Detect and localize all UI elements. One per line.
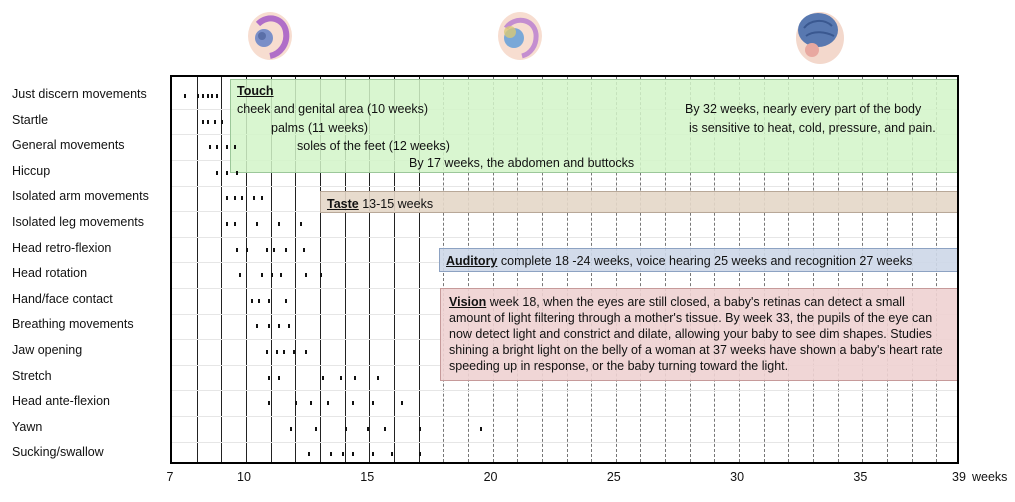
onset-mark	[207, 94, 209, 98]
onset-mark	[202, 94, 204, 98]
row-divider	[172, 416, 957, 417]
row-label: Isolated arm movements	[12, 189, 149, 204]
onset-mark	[234, 196, 236, 200]
onset-mark	[352, 452, 354, 456]
onset-mark	[268, 376, 270, 380]
row-label: Isolated leg movements	[12, 215, 145, 229]
touch-line-4: By 17 weeks, the abdomen and buttocks	[409, 156, 635, 170]
onset-mark	[216, 171, 218, 175]
touch-title: Touch	[237, 84, 274, 98]
onset-mark	[372, 401, 374, 405]
touch-box	[230, 79, 959, 173]
onset-mark	[310, 401, 312, 405]
onset-mark	[290, 427, 292, 431]
onset-mark	[241, 196, 243, 200]
x-axis-unit: weeks	[972, 470, 1008, 484]
baby-brain-illustration-icon	[790, 6, 850, 66]
onset-mark	[266, 248, 268, 252]
onset-mark	[278, 222, 280, 226]
onset-mark	[391, 452, 393, 456]
onset-mark	[226, 171, 228, 175]
onset-mark	[236, 248, 238, 252]
onset-mark	[246, 248, 248, 252]
onset-mark	[401, 401, 403, 405]
x-tick-label: 15	[360, 470, 375, 484]
onset-mark	[271, 273, 273, 277]
auditory-box	[439, 248, 959, 272]
x-tick-label: 10	[237, 470, 251, 484]
x-tick-label: 39	[952, 470, 966, 484]
onset-mark	[305, 350, 307, 354]
onset-mark	[226, 196, 228, 200]
onset-mark	[253, 196, 255, 200]
x-tick-label: 35	[853, 470, 868, 484]
onset-mark	[372, 452, 374, 456]
onset-mark	[293, 350, 295, 354]
onset-mark	[216, 94, 218, 98]
touch-line-1: cheek and genital area (10 weeks)	[237, 102, 429, 116]
onset-mark	[226, 145, 228, 149]
row-divider	[172, 237, 957, 238]
row-divider	[172, 390, 957, 391]
onset-mark	[315, 427, 317, 431]
onset-mark	[261, 196, 263, 200]
onset-mark	[211, 94, 213, 98]
onset-mark	[384, 427, 386, 431]
row-label: Hiccup	[12, 163, 51, 178]
touch-line-3: soles of the feet (12 weeks)	[297, 139, 450, 153]
onset-mark	[419, 452, 421, 456]
taste-text: 13-15 weeks	[358, 197, 434, 211]
onset-mark	[342, 452, 344, 456]
row-label: Yawn	[12, 419, 43, 434]
row-label: General movements	[12, 138, 125, 153]
onset-mark	[216, 145, 218, 149]
auditory-title: Auditory	[446, 254, 498, 268]
onset-mark	[236, 171, 238, 175]
onset-mark	[305, 273, 307, 277]
row-label: Stretch	[12, 368, 52, 383]
onset-mark	[226, 222, 228, 226]
onset-mark	[276, 350, 278, 354]
fetus-illustration-icon	[490, 6, 550, 66]
onset-mark	[330, 452, 332, 456]
taste-title: Taste	[327, 197, 359, 211]
x-tick-label: 7	[166, 470, 174, 484]
vision-box	[440, 288, 959, 381]
onset-mark	[256, 222, 258, 226]
onset-mark	[184, 94, 186, 98]
onset-mark	[234, 222, 236, 226]
onset-mark	[239, 273, 241, 277]
onset-mark	[273, 248, 275, 252]
row-label: Startle	[12, 112, 49, 127]
onset-mark	[303, 248, 305, 252]
onset-mark	[278, 376, 280, 380]
onset-mark	[221, 120, 223, 124]
onset-mark	[345, 427, 347, 431]
vision-title: Vision	[449, 295, 487, 309]
onset-mark	[285, 248, 287, 252]
row-label: Just discern movements	[12, 87, 147, 101]
touch-line-2: palms (11 weeks)	[271, 121, 369, 135]
onset-mark	[202, 120, 204, 124]
touch-right-line-1: By 32 weeks, nearly every part of the body	[685, 102, 922, 116]
onset-mark	[268, 401, 270, 405]
development-timeline-grid	[170, 75, 959, 464]
onset-mark	[214, 120, 216, 124]
onset-mark	[285, 299, 287, 303]
onset-mark	[268, 324, 270, 328]
row-label: Breathing movements	[12, 317, 134, 332]
onset-mark	[320, 273, 322, 277]
x-tick-label: 25	[606, 470, 621, 484]
touch-right-line-2: is sensitive to heat, cold, pressure, and pain.	[689, 121, 936, 135]
row-divider	[172, 186, 957, 187]
onset-mark	[258, 299, 260, 303]
x-axis	[0, 470, 1015, 490]
onset-mark	[367, 427, 369, 431]
onset-mark	[354, 376, 356, 380]
onset-mark	[352, 401, 354, 405]
row-divider	[172, 442, 957, 443]
taste-box	[320, 191, 959, 213]
x-tick-label: 20	[483, 470, 498, 484]
onset-mark	[278, 324, 280, 328]
auditory-text: complete 18 -24 weeks, voice hearing 25 weeks and recognition 27 weeks	[497, 254, 913, 268]
onset-mark	[295, 401, 297, 405]
onset-mark	[283, 350, 285, 354]
onset-mark	[197, 94, 199, 98]
vision-text: week 18, when the eyes are still closed, a baby's retinas can detect a small amount of light filtering through a mother's tissue. By week 33, the pupils of the eye can now detect light and constrict and dilate, allowing your baby to see dim shapes. Studies shining a bright light on the belly of a woman at 37 weeks have shown a baby's heart rate speeding up in response, or the baby turning toward the light.	[449, 295, 943, 373]
onset-mark	[280, 273, 282, 277]
onset-mark	[340, 376, 342, 380]
onset-mark	[480, 427, 482, 431]
embryo-illustration-icon	[240, 6, 300, 66]
onset-mark	[256, 324, 258, 328]
onset-mark	[377, 376, 379, 380]
onset-mark	[419, 427, 421, 431]
row-label: Head ante-flexion	[12, 394, 110, 409]
onset-mark	[327, 401, 329, 405]
row-label: Sucking/swallow	[12, 445, 104, 460]
row-label: Head rotation	[12, 266, 88, 281]
onset-mark	[261, 273, 263, 277]
onset-mark	[209, 145, 211, 149]
onset-mark	[308, 452, 310, 456]
x-tick-label: 30	[730, 470, 745, 484]
onset-mark	[234, 145, 236, 149]
onset-mark	[251, 299, 253, 303]
onset-mark	[268, 299, 270, 303]
row-labels	[0, 0, 168, 502]
onset-mark	[322, 376, 324, 380]
row-label: Head retro-flexion	[12, 240, 112, 255]
row-label: Jaw opening	[12, 343, 83, 357]
onset-mark	[288, 324, 290, 328]
onset-mark	[266, 350, 268, 354]
onset-mark	[300, 222, 302, 226]
onset-mark	[207, 120, 209, 124]
row-label: Hand/face contact	[12, 291, 113, 306]
